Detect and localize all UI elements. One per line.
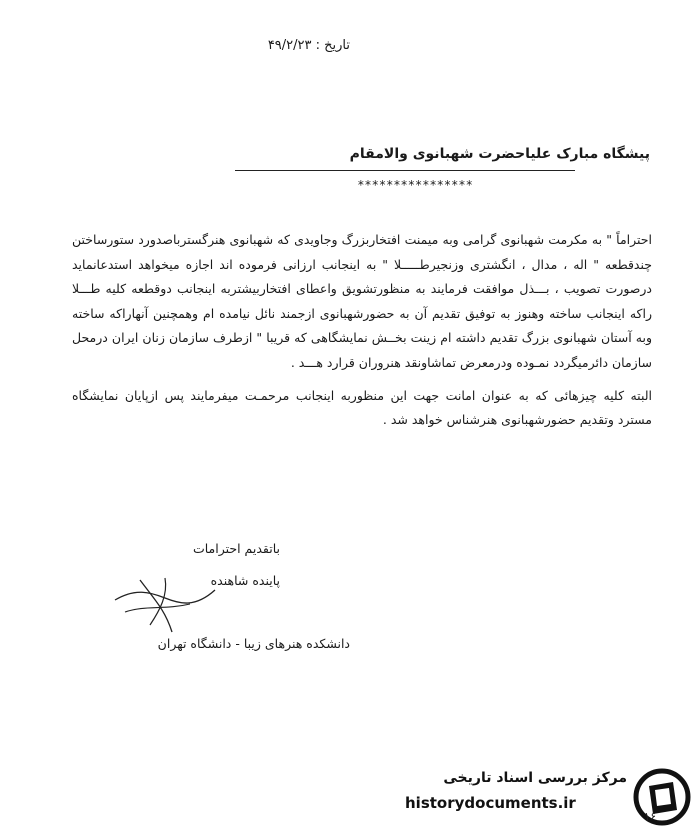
letter-body bbox=[72, 228, 652, 433]
watermark-title: مرکز بررسی اسناد تاریخی bbox=[443, 770, 627, 786]
body-paragraph-2: البته کلیه چیزهائی که به عنوان امانت جهت این منظوربه اینجانب مرحمـت میفرمایند پس ازپایان نمایشگاه مسترد وتقدیم حضورشهبانوی هنرشناس خواهد شد . bbox=[72, 387, 652, 428]
institution-name: دانشکده هنرهای زیبا - دانشگاه تهران bbox=[157, 636, 350, 651]
signer-name: پاینده شاهنده bbox=[210, 573, 280, 588]
watermark-url: historydocuments.ir bbox=[405, 794, 576, 812]
body-paragraph-1: احتراماً " به مکرمت شهبانوی گرامی وبه میمنت افتخاربزرگ وجاویدی که شهبانوی هنرگسترباصدورد ستورساختن چندقطعه " اله ، مدال ، انگشتری وزنجیرطـــــلا " به اینجانب ارزانی فرموده اند اجازه میخواهد استدعانماید درصورت تصویب ، بـــذل موافقت فرمایند به منظورتشویق واعطای افتخاربیشتربه اینجانب دوقطعه کلیه طـــلا راکه اینجانب ساخته وهنوز به توفیق تقدیم آن به حضورشهبانوی ازجمند نائل نیامده ام وهمچنین آنهاراکه ساخته وبه آستان شهبانوی بزرگ تقدیم داشته ام زینت بخــش نمایشگاهی که قریبا " ازطرف سازمان زنان ایران درمحل سازمان دائرمیگردد نمـوده ودرمعرض تماشاونقد هنروران قرارد هـــد . bbox=[72, 232, 652, 370]
closing-regards: باتقدیم احترامات bbox=[192, 541, 280, 556]
handwritten-signature bbox=[110, 570, 220, 640]
star-divider: **************** bbox=[357, 178, 473, 192]
page-number-mark: ۱۶ bbox=[644, 810, 656, 823]
letter-date: تاریخ : ۴۹/۲/۲۳ bbox=[267, 38, 350, 53]
letter-heading: پیشگاه مبارک علیاحضرت شهبانوی والامقام bbox=[349, 146, 650, 162]
heading-underline bbox=[235, 170, 575, 171]
